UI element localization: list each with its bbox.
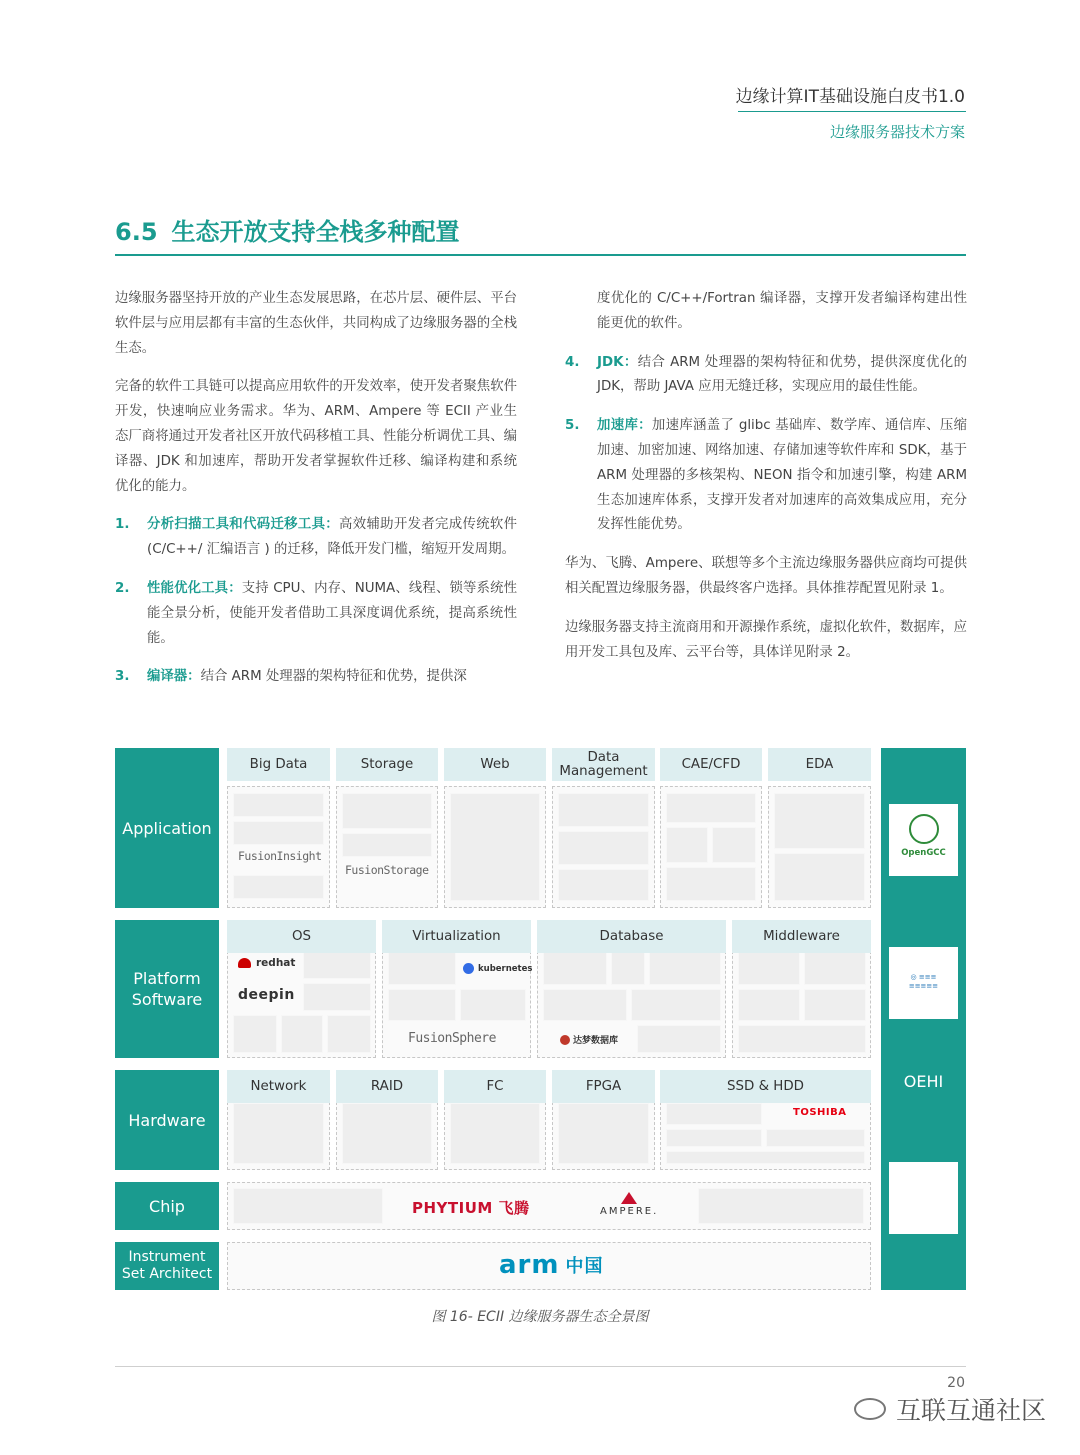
document-title: 边缘计算IT基础设施白皮书1.0 xyxy=(735,87,965,107)
logo-box xyxy=(660,786,762,908)
logo-cell xyxy=(637,1025,721,1053)
list-keyword: 加速库： xyxy=(597,418,652,434)
list-number: 1. xyxy=(115,517,130,533)
logo-box xyxy=(552,1097,655,1170)
opengcc-logo: OpenGCC xyxy=(889,814,958,858)
category-storage: Storage xyxy=(336,748,438,781)
logo-cell xyxy=(558,793,649,827)
logo-cell xyxy=(666,867,756,901)
left-column xyxy=(115,287,517,704)
category-network: Network xyxy=(227,1070,330,1103)
dameng-logo: 达梦数据库 xyxy=(560,1033,618,1046)
category-fpga: FPGA xyxy=(552,1070,655,1103)
layer-label-hardware: Hardware xyxy=(115,1070,219,1170)
logo-cell xyxy=(233,1188,383,1224)
category-ssd-hdd: SSD & HDD xyxy=(660,1070,871,1103)
logo-box xyxy=(444,786,546,908)
arm-china-logo: arm 中国 xyxy=(499,1250,604,1280)
fusioninsight-logo: FusionInsight xyxy=(238,849,322,863)
list-keyword: 性能优化工具： xyxy=(147,580,242,596)
section-heading xyxy=(115,212,460,247)
paragraph: 边缘服务器坚持开放的产业生态发展思路，在芯片层、硬件层、平台软件层与应用层都有丰富的生态伙伴，共同构成了边缘服务器的全栈生态。 xyxy=(115,291,517,356)
logo-cell xyxy=(666,1151,865,1164)
layer-label-chip: Chip xyxy=(115,1182,219,1230)
category-raid: RAID xyxy=(336,1070,438,1103)
logo-cell xyxy=(611,951,645,985)
logo-cell xyxy=(388,951,456,985)
right-column xyxy=(565,287,967,679)
logo-cell xyxy=(558,1103,649,1164)
toshiba-logo: TOSHIBA xyxy=(793,1107,847,1118)
category-virtualization: Virtualization xyxy=(382,920,531,953)
logo-box xyxy=(444,1097,546,1170)
globe-icon xyxy=(909,814,939,844)
kubernetes-logo: kubernetes xyxy=(463,963,532,974)
logo-box xyxy=(382,946,531,1058)
logo-cell xyxy=(738,989,800,1021)
list-keyword: JDK： xyxy=(597,354,638,370)
ecc-logo-icon: ◎ ≡≡≡ ≡≡≡≡≡ xyxy=(908,973,939,990)
list-text: 结合 ARM 处理器的架构特征和优势，提供深度优化的 JDK，帮助 JAVA 应用无缝迁移，实现应用的最佳性能。 xyxy=(597,354,967,395)
section-title: 生态开放支持全栈多种配置 xyxy=(171,218,460,246)
header-rule xyxy=(738,111,966,112)
logo-box xyxy=(768,786,871,908)
logo-cell xyxy=(233,821,324,845)
list-item xyxy=(115,513,517,563)
logo-cell xyxy=(766,1129,865,1147)
list-text: 支持 CPU、内存、NUMA、线程、锁等系统性能全景分析，使能开发者借助工具深度调优系统，提高系统性能。 xyxy=(147,580,518,646)
kubernetes-wheel-icon xyxy=(463,963,474,974)
list-text: 加速库涵盖了 glibc 基础库、数学库、通信库、压缩加速、加密加速、网络加速、存储加速等软件库和 SDK，基于 ARM 处理器的多核架构、NEON 指令和加速引擎，构建 ARM 生态加速库体系，支撑开发者对加速库的高效集成应用，充分发挥性能优势。 xyxy=(597,418,967,533)
figure-caption: 图 16- ECII 边缘服务器生态全景图 xyxy=(431,1309,649,1325)
layer-label-platform-software xyxy=(115,920,219,1058)
blank-logo-box xyxy=(889,1162,958,1234)
logo-cell xyxy=(631,989,721,1021)
logo-box xyxy=(227,786,330,908)
list-item xyxy=(115,577,517,651)
logo-cell xyxy=(233,1015,277,1053)
list-text: 结合 ARM 处理器的架构特征和优势，提供深 xyxy=(200,669,467,685)
logo-cell xyxy=(460,989,526,1021)
logo-cell xyxy=(233,793,324,817)
category-cae-cfd: CAE/CFD xyxy=(660,748,762,781)
logo-cell xyxy=(558,869,649,901)
logo-cell xyxy=(738,1025,866,1053)
fusionstorage-logo: FusionStorage xyxy=(345,863,429,877)
logo-cell xyxy=(804,951,866,985)
layer-label-line: Set Architect xyxy=(121,1266,213,1282)
paragraph: 华为、飞腾、Ampere、联想等多个主流边缘服务器供应商均可提供相关配置边缘服务器，供最终客户选择。具体推荐配置见附录 1。 xyxy=(565,556,967,596)
logo-box xyxy=(732,946,871,1058)
logo-box xyxy=(227,1242,871,1290)
ecosystem-diagram xyxy=(115,748,966,1290)
fusionsphere-logo: FusionSphere xyxy=(408,1031,496,1046)
logo-box xyxy=(227,1182,871,1230)
redhat-logo: redhat xyxy=(238,957,295,969)
logo-cell xyxy=(698,1188,864,1224)
logo-cell xyxy=(233,875,324,899)
logo-cell xyxy=(303,983,371,1011)
category-data-management: Data Management xyxy=(552,748,655,781)
list-item xyxy=(565,414,967,538)
layer-label-application: Application xyxy=(115,748,219,908)
category-web: Web xyxy=(444,748,546,781)
logo-cell xyxy=(666,827,708,863)
paragraph: 边缘服务器支持主流商用和开源操作系统，虚拟化软件，数据库，应用开发工具包及库、云平台等，具体详见附录 2。 xyxy=(565,619,967,660)
oehi-column xyxy=(881,748,966,1290)
logo-cell xyxy=(738,951,800,985)
logo-cell xyxy=(450,793,540,901)
section-rule xyxy=(115,254,966,256)
list-text: 高效辅助开发者完成传统软件 (C/C++/ 汇编语言 ) 的迁移，降低开发门槛，缩短开发周期。 xyxy=(147,517,518,558)
logo-box xyxy=(537,946,726,1058)
logo-cell xyxy=(543,989,627,1021)
list-keyword: 分析扫描工具和代码迁移工具： xyxy=(147,517,340,533)
list-number: 3. xyxy=(115,669,130,685)
category-database: Database xyxy=(537,920,726,953)
layer-label-line: Instrument xyxy=(128,1249,206,1265)
phytium-logo: PHYTIUM 飞腾 xyxy=(412,1199,530,1217)
footer-rule xyxy=(115,1366,966,1367)
oehi-label: OEHI xyxy=(903,1072,944,1091)
logo-box xyxy=(227,1097,330,1170)
logo-box xyxy=(336,786,438,908)
ampere-mark-icon xyxy=(621,1192,637,1204)
logo-cell xyxy=(712,827,756,863)
logo-cell xyxy=(543,951,607,985)
logo-cell xyxy=(804,989,866,1021)
list-item xyxy=(115,665,517,690)
logo-cell xyxy=(649,951,721,985)
list-item xyxy=(565,351,967,401)
watermark: 互联互通社区 xyxy=(854,1391,1046,1427)
logo-cell xyxy=(303,951,371,979)
list-number: 5. xyxy=(565,418,580,434)
logo-cell xyxy=(666,1103,762,1125)
logo-cell xyxy=(327,1015,371,1053)
layer-label-line: Platform xyxy=(133,969,201,988)
category-os: OS xyxy=(227,920,376,953)
layer-label-line: Software xyxy=(131,990,203,1009)
paragraph-continued: 度优化的 C/C++/Fortran 编译器，支撑开发者编译构建出性能更优的软件。 xyxy=(597,291,967,331)
ampere-logo: AMPERE. xyxy=(600,1192,658,1217)
page-number: 20 xyxy=(947,1375,965,1391)
logo-cell xyxy=(666,1129,762,1147)
paragraph: 完备的软件工具链可以提高应用软件的开发效率，使开发者聚焦软件开发，快速响应业务需求。华为、ARM、Ampere 等 ECII 产业生态厂商将通过开发者社区开放代码移植工具、性能分析调优工具、编译器、JDK 和加速库，帮助开发者掌握软件迁移、编译构建和系统优化的能力。 xyxy=(115,379,517,494)
redhat-hat-icon xyxy=(238,958,251,968)
chapter-title: 边缘服务器技术方案 xyxy=(829,123,965,141)
list-number: 4. xyxy=(565,354,580,370)
logo-cell xyxy=(342,793,432,829)
logo-cell xyxy=(342,833,432,857)
logo-box xyxy=(552,786,655,908)
category-middleware: Middleware xyxy=(732,920,871,953)
category-fc: FC xyxy=(444,1070,546,1103)
category-eda: EDA xyxy=(768,748,871,781)
logo-cell xyxy=(342,1103,432,1164)
wechat-icon xyxy=(854,1398,886,1420)
logo-box xyxy=(336,1097,438,1170)
logo-cell xyxy=(281,1015,323,1053)
logo-cell xyxy=(774,853,865,901)
logo-cell xyxy=(388,989,456,1021)
dameng-mark-icon xyxy=(560,1035,570,1045)
logo-box xyxy=(660,1097,871,1170)
logo-box xyxy=(227,946,376,1058)
list-number: 2. xyxy=(115,580,130,596)
opengcc-logo-box xyxy=(889,804,958,876)
logo-cell xyxy=(450,1103,540,1164)
list-keyword: 编译器： xyxy=(147,669,201,685)
ecc-logo-box xyxy=(889,947,958,1019)
logo-cell xyxy=(233,1103,324,1164)
logo-cell xyxy=(558,831,649,865)
logo-cell xyxy=(666,793,756,823)
category-big-data: Big Data xyxy=(227,748,330,781)
logo-cell xyxy=(774,793,865,849)
deepin-logo: deepin xyxy=(238,987,295,1003)
section-number: 6.5 xyxy=(115,218,158,246)
layer-label-isa xyxy=(115,1242,219,1290)
